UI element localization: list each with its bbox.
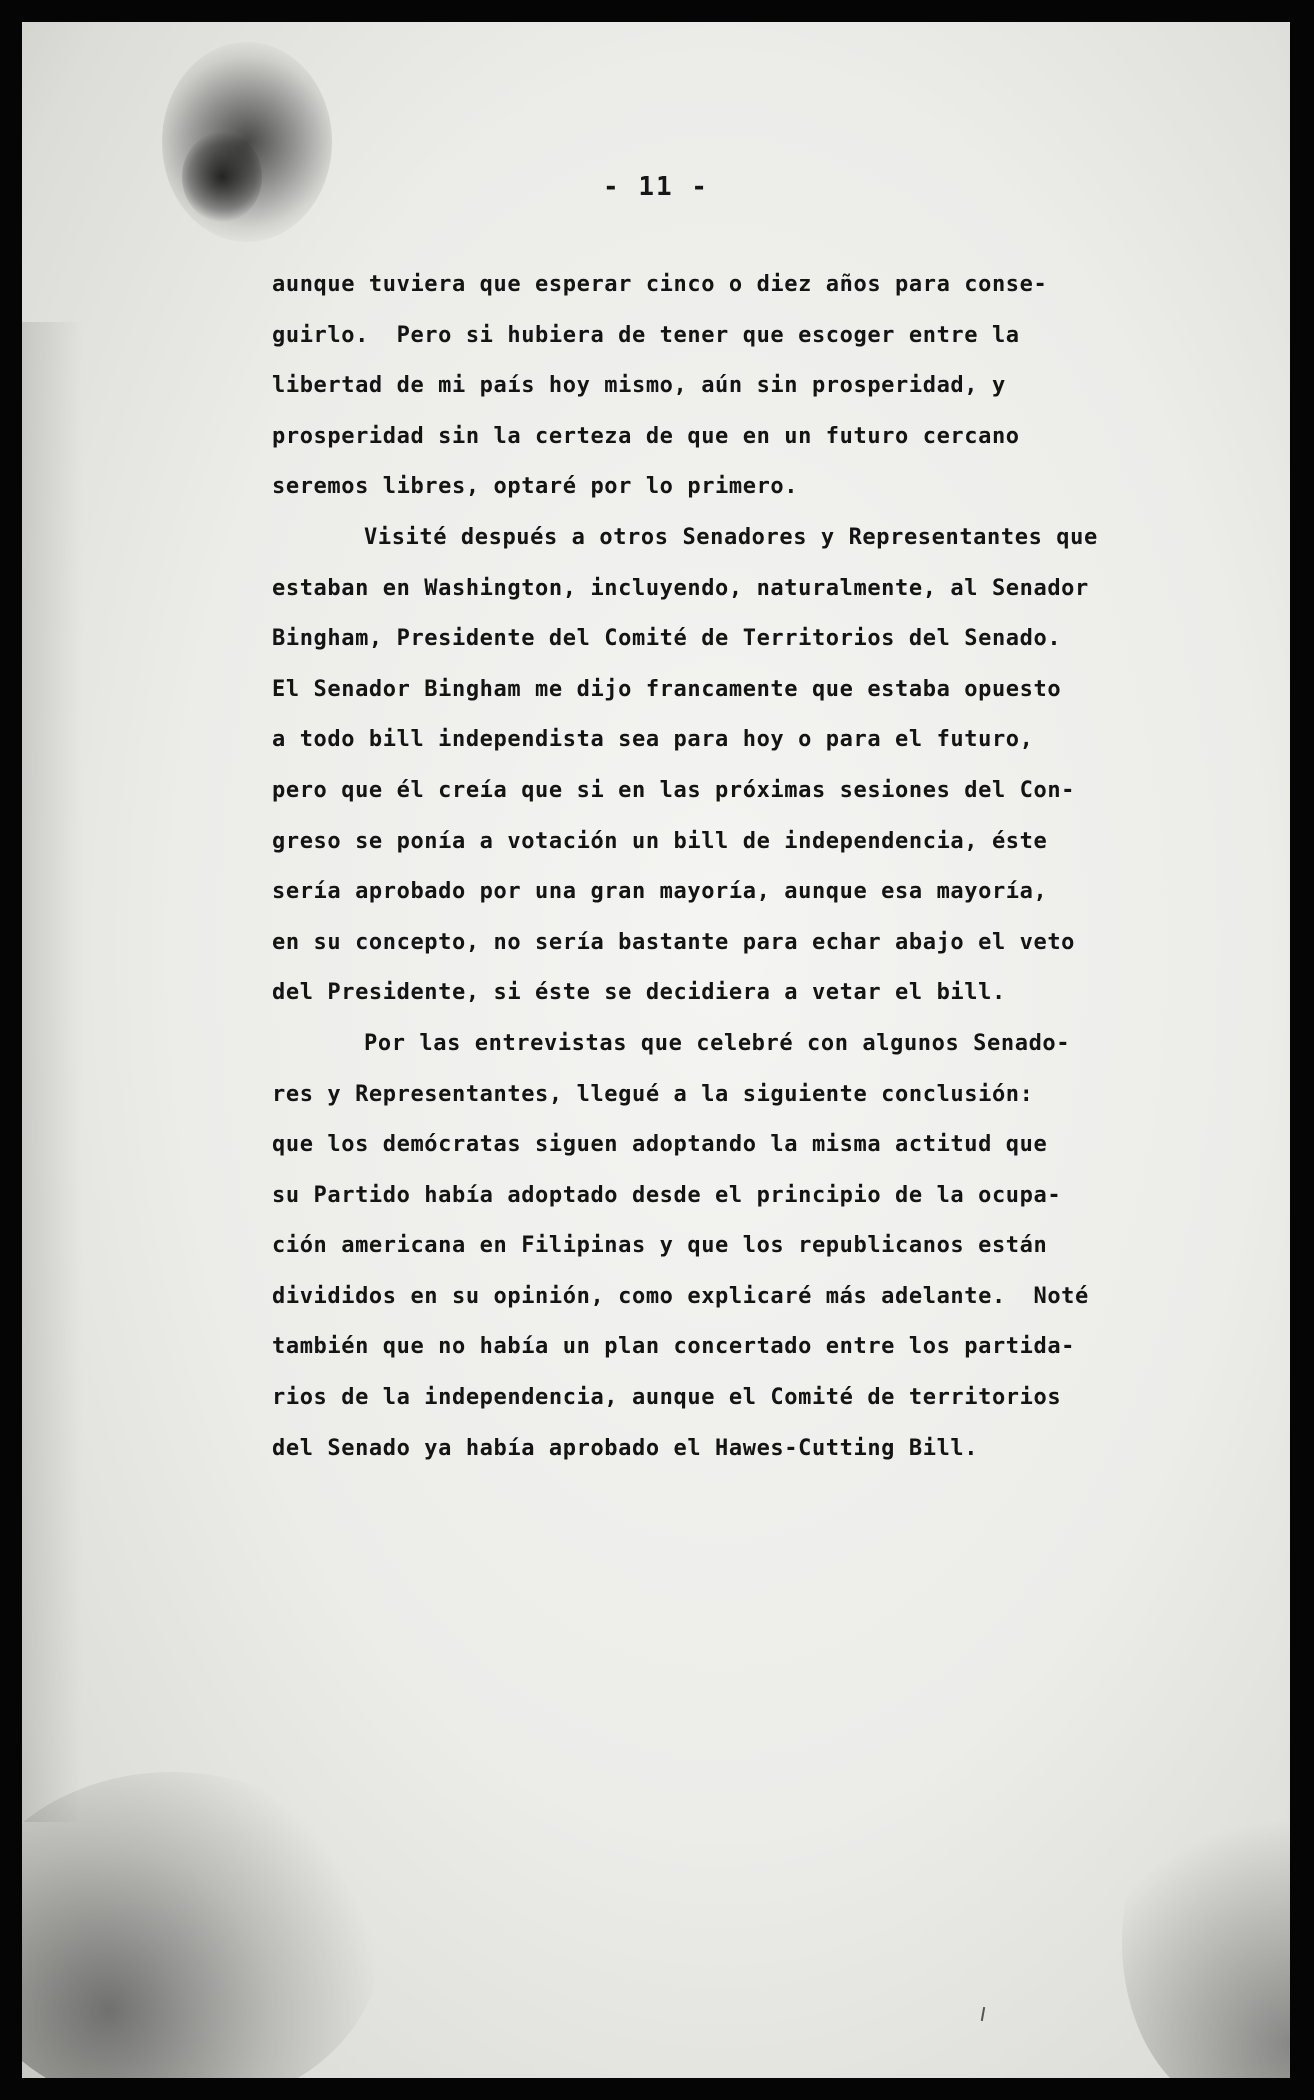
text-line: El Senador Bingham me dijo francamente que estaba opuesto [272,676,1062,702]
text-line: divididos en su opinión, como explicaré más adelante. Noté [272,1283,1089,1309]
paragraph-start-line: Por las entrevistas que celebré con algunos Senado- [364,1030,1071,1056]
corner-stain [22,1772,382,2078]
text-line: del Presidente, si éste se decidiera a vetar el bill. [272,980,1006,1006]
text-line: rios de la independencia, aunque el Comité de territorios [272,1385,1062,1411]
text-line: su Partido había adoptado desde el principio de la ocupa- [272,1182,1062,1208]
text-line: greso se ponía a votación un bill de independencia, éste [272,828,1048,854]
text-line: libertad de mi país hoy mismo, aún sin prosperidad, y [272,373,1006,399]
ink-smudge [162,42,332,242]
text-line: del Senado ya había aprobado el Hawes-Cutting Bill. [272,1435,979,1461]
typewritten-page [22,22,1290,2078]
paragraph-start-line: Visité después a otros Senadores y Representantes que [364,524,1098,550]
text-line: sería aprobado por una gran mayoría, aunque esa mayoría, [272,879,1048,905]
text-line: que los demócratas siguen adoptando la misma actitud que [272,1132,1048,1158]
text-line: a todo bill independista sea para hoy o para el futuro, [272,727,1034,753]
text-line: Bingham, Presidente del Comité de Territorios del Senado. [272,626,1062,652]
pencil-mark [981,2007,985,2021]
text-line: estaban en Washington, incluyendo, naturalmente, al Senador [272,575,1089,601]
text-line: pero que él creía que si en las próximas sesiones del Con- [272,777,1076,803]
corner-stain [1122,1772,1290,2078]
text-line: en su concepto, no sería bastante para echar abajo el veto [272,929,1076,955]
text-line: ción americana en Filipinas y que los republicanos están [272,1233,1048,1259]
text-line: aunque tuviera que esperar cinco o diez años para conse- [272,272,1048,297]
text-line: seremos libres, optaré por lo primero. [272,474,799,500]
body-text [272,260,1232,1474]
page-number: - 11 - [603,172,709,202]
text-line: prosperidad sin la certeza de que en un futuro cercano [272,423,1020,449]
text-line: también que no había un plan concertado entre los partida- [272,1334,1076,1360]
text-line: guirlo. Pero si hubiera de tener que escoger entre la [272,322,1020,348]
edge-shadow [22,322,82,1822]
text-line: res y Representantes, llegué a la siguiente conclusión: [272,1081,1034,1107]
